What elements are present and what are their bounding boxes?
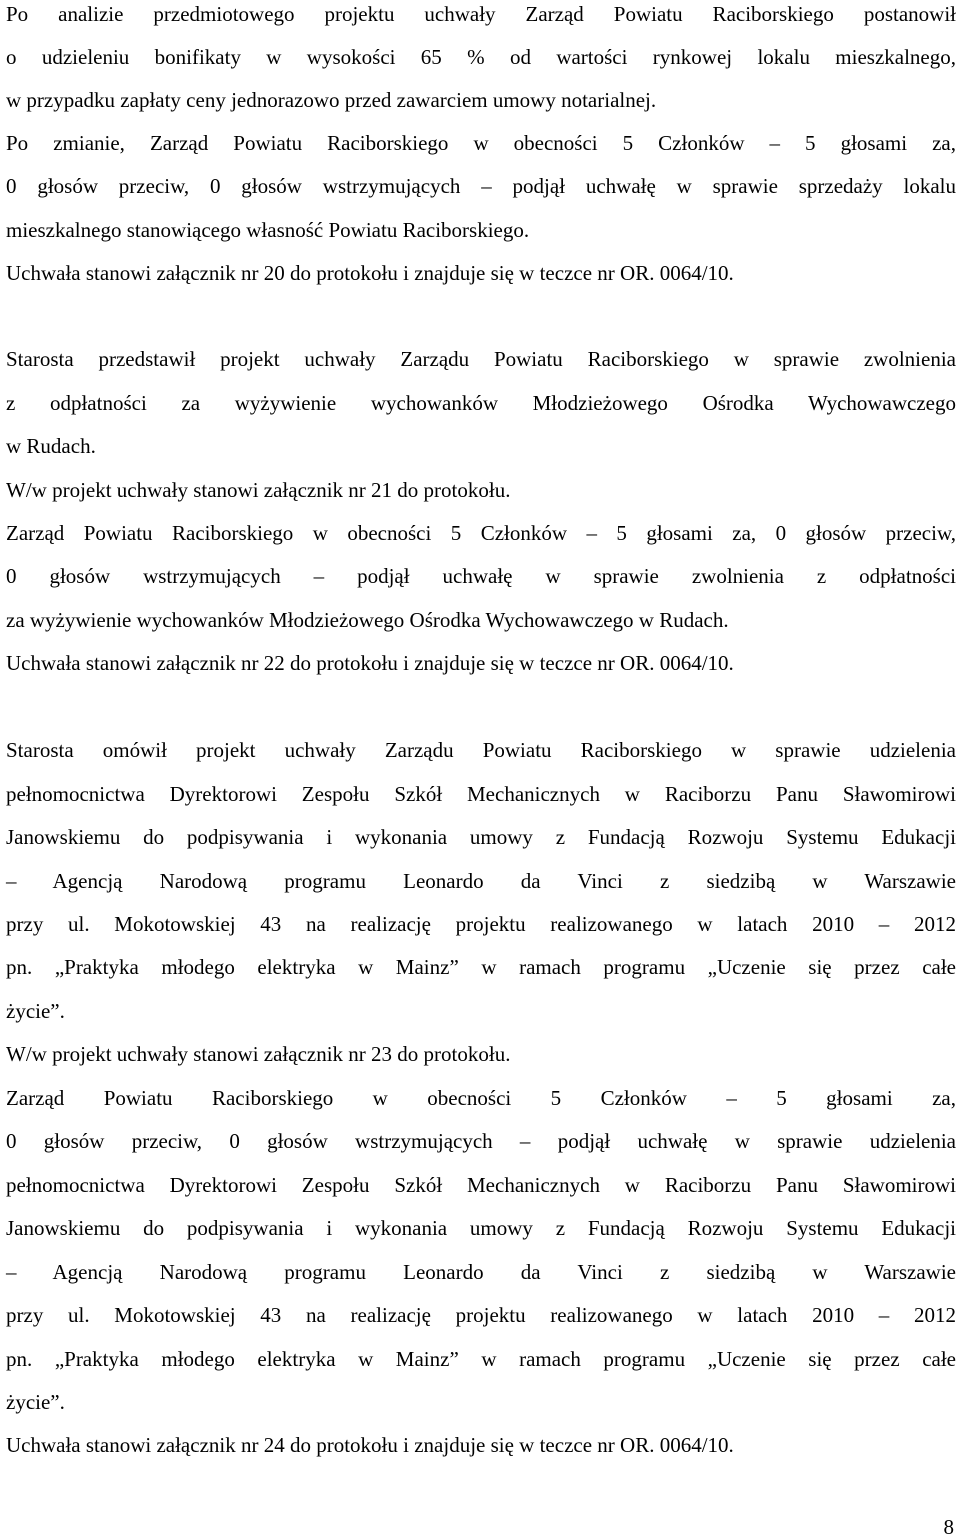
page-number: 8	[943, 1515, 954, 1539]
text-line: z odpłatności za wyżywienie wychowanków Młodzieżowego Ośrodka Wychowawczego	[6, 391, 956, 415]
text-line: Uchwała stanowi załącznik nr 20 do protokołu i znajduje się w teczce nr OR. 0064/10.	[6, 261, 734, 285]
text-line: przy ul. Mokotowskiej 43 na realizację projektu realizowanego w latach 2010 – 2012	[6, 1303, 956, 1327]
text-line: pn. „Praktyka młodego elektryka w Mainz” w ramach programu „Uczenie się przez całe	[6, 1347, 956, 1371]
text-line: Starosta przedstawił projekt uchwały Zarządu Powiatu Raciborskiego w sprawie zwolnienia	[6, 347, 956, 371]
text-line: – Agencją Narodową programu Leonardo da Vinci z siedzibą w Warszawie	[6, 869, 956, 893]
text-line: W/w projekt uchwały stanowi załącznik nr 23 do protokołu.	[6, 1042, 511, 1066]
text-line: 0 głosów przeciw, 0 głosów wstrzymujących – podjął uchwałę w sprawie udzielenia	[6, 1129, 956, 1153]
text-line: pełnomocnictwa Dyrektorowi Zespołu Szkół Mechanicznych w Raciborzu Panu Sławomirowi	[6, 1173, 956, 1197]
text-line: 0 głosów przeciw, 0 głosów wstrzymujących – podjął uchwałę w sprawie sprzedaży lokalu	[6, 174, 956, 198]
text-line: życie”.	[6, 1390, 65, 1414]
text-line: mieszkalnego stanowiącego własność Powiatu Raciborskiego.	[6, 218, 530, 242]
text-line: Janowskiemu do podpisywania i wykonania umowy z Fundacją Rozwoju Systemu Edukacji	[6, 825, 956, 849]
text-line: – Agencją Narodową programu Leonardo da Vinci z siedzibą w Warszawie	[6, 1260, 956, 1284]
text-line: Uchwała stanowi załącznik nr 24 do protokołu i znajduje się w teczce nr OR. 0064/10.	[6, 1433, 734, 1457]
text-line: w Rudach.	[6, 434, 96, 458]
text-line: Starosta omówił projekt uchwały Zarządu Powiatu Raciborskiego w sprawie udzielenia	[6, 738, 956, 762]
text-line: Po analizie przedmiotowego projektu uchwały Zarząd Powiatu Raciborskiego postanowił	[6, 2, 956, 26]
text-line: pełnomocnictwa Dyrektorowi Zespołu Szkół Mechanicznych w Raciborzu Panu Sławomirowi	[6, 782, 956, 806]
text-line: Uchwała stanowi załącznik nr 22 do protokołu i znajduje się w teczce nr OR. 0064/10.	[6, 651, 734, 675]
text-line: pn. „Praktyka młodego elektryka w Mainz” w ramach programu „Uczenie się przez całe	[6, 955, 956, 979]
text-line: Po zmianie, Zarząd Powiatu Raciborskiego w obecności 5 Członków – 5 głosami za,	[6, 131, 956, 155]
text-line: Zarząd Powiatu Raciborskiego w obecności 5 Członków – 5 głosami za,	[6, 1086, 956, 1110]
text-line: Zarząd Powiatu Raciborskiego w obecności 5 Członków – 5 głosami za, 0 głosów przeciw,	[6, 521, 956, 545]
text-line: w przypadku zapłaty ceny jednorazowo przed zawarciem umowy notarialnej.	[6, 88, 657, 112]
text-line: o udzieleniu bonifikaty w wysokości 65 % od wartości rynkowej lokalu mieszkalnego,	[6, 45, 956, 69]
text-line: życie”.	[6, 999, 65, 1023]
text-line: przy ul. Mokotowskiej 43 na realizację projektu realizowanego w latach 2010 – 2012	[6, 912, 956, 936]
text-line: Janowskiemu do podpisywania i wykonania umowy z Fundacją Rozwoju Systemu Edukacji	[6, 1216, 956, 1240]
text-line: 0 głosów wstrzymujących – podjął uchwałę w sprawie zwolnienia z odpłatności	[6, 564, 956, 588]
text-line: W/w projekt uchwały stanowi załącznik nr 21 do protokołu.	[6, 478, 511, 502]
text-line: za wyżywienie wychowanków Młodzieżowego Ośrodka Wychowawczego w Rudach.	[6, 608, 729, 632]
